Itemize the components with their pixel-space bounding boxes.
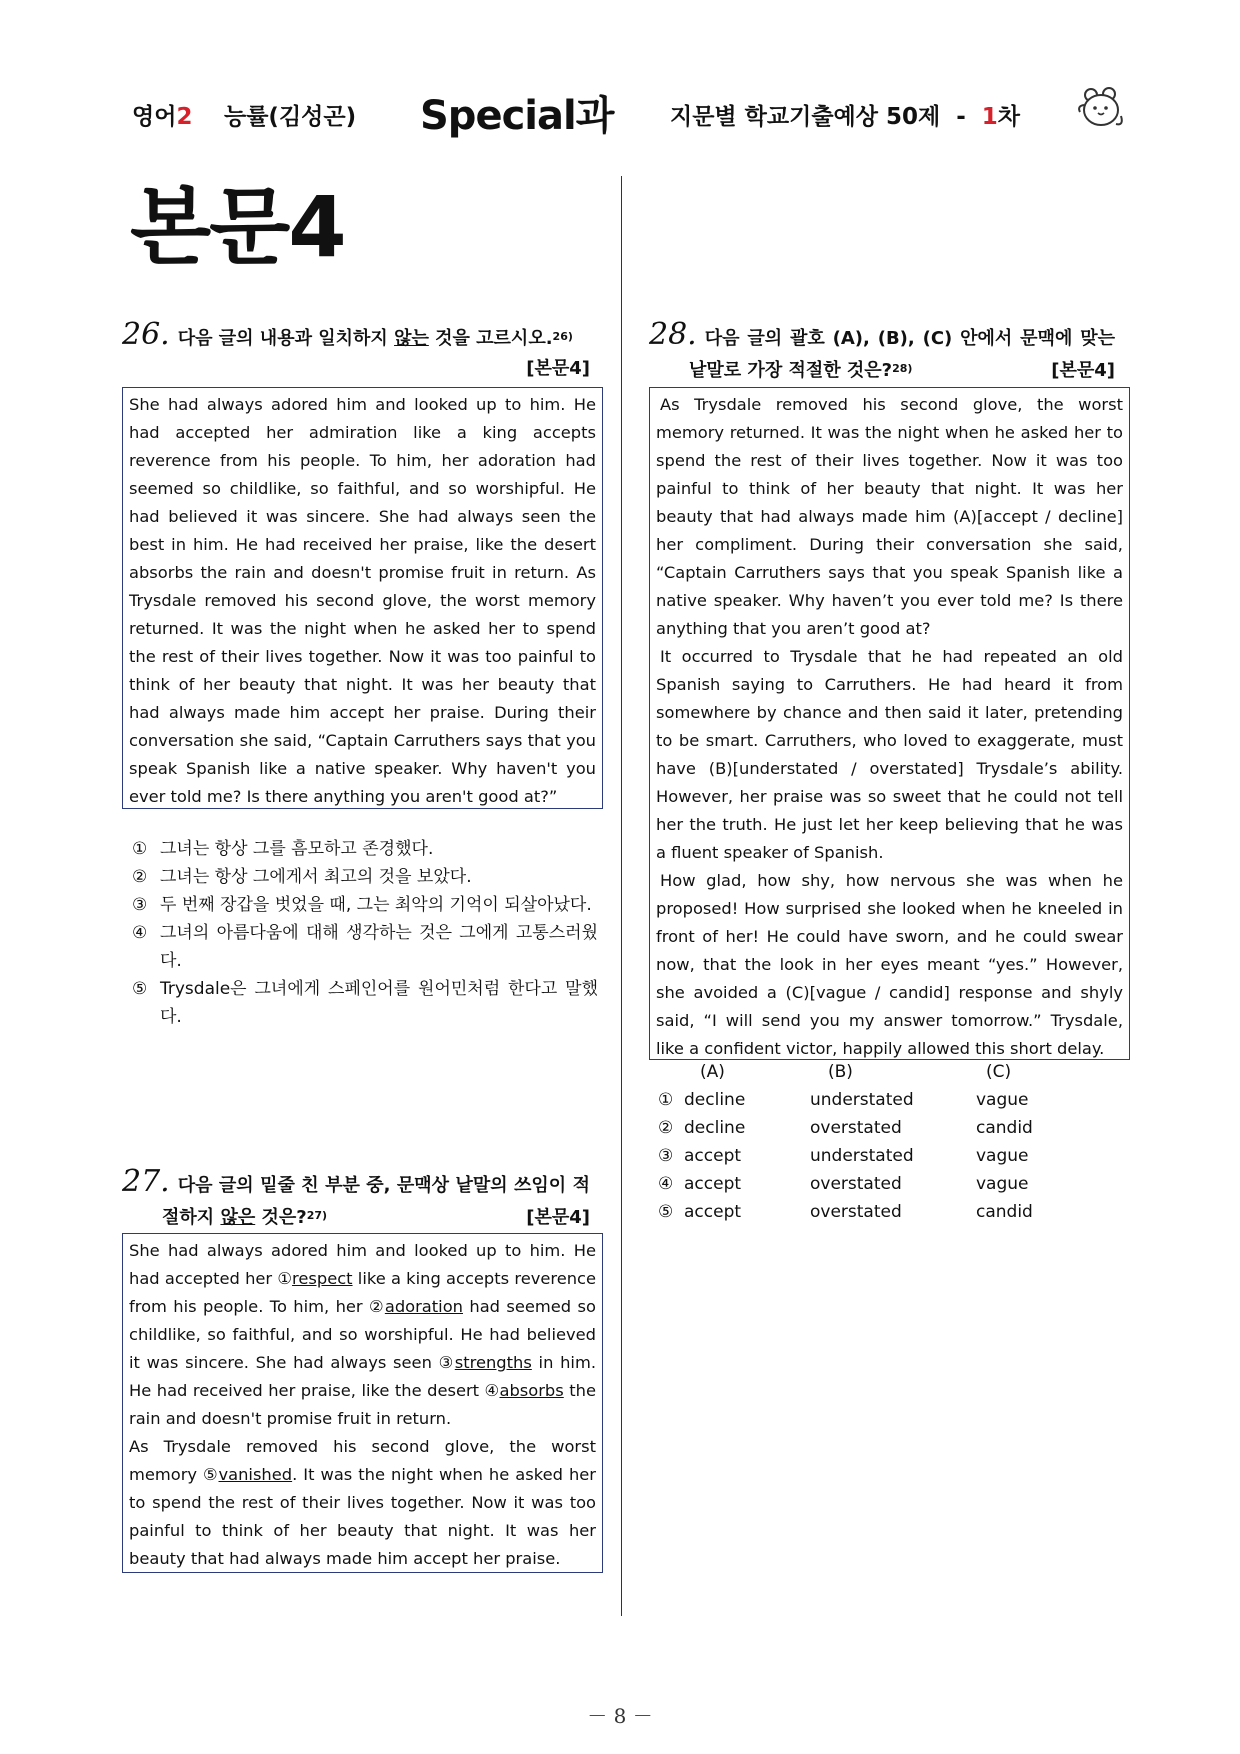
q28-header: 28. 다음 글의 괄호 (A), (B), (C) 안에서 문맥에 맞는 낱말로 가장 적절한 것은?$^{28)}$ [본문4] <box>649 320 1115 386</box>
q26-header: 26. 다음 글의 내용과 일치하지 않는 것을 고르시오.$^{26)}$ [본문4] <box>122 320 590 384</box>
header-grade: 2 <box>176 104 193 130</box>
q26-option-5[interactable]: ⑤ Trysdale은 그녀에게 스페인어를 원어민처럼 한다고 말했다. <box>132 979 598 1027</box>
q28-option-2[interactable]: ② decline overstated candid <box>658 1118 1033 1138</box>
q27-underline-4: absorbs <box>499 1381 564 1400</box>
q28-paragraph-2: It occurred to Trysdale that he had repeated an old Spanish saying to Carruthers. He had heard it from somewhere by chance and then said it later, pretending to be smart. Carruthers, who loved to exaggerate, must have (B)[understated / overstated] Trysdale’s ability. However, her praise was so sweet that he could not tell her the truth. He just let her keep believing that he was a fluent speaker of Spanish. <box>656 647 1123 862</box>
header-series: 지문별 학교기출예상 50제 - 1차 <box>670 104 1021 130</box>
q26-number: 26. <box>122 317 170 352</box>
q26-option-1[interactable]: ① 그녀는 항상 그를 흠모하고 존경했다. <box>132 839 434 859</box>
column-divider <box>621 176 622 1616</box>
section-title: 본문4 <box>130 178 345 276</box>
q26-option-2[interactable]: ② 그녀는 항상 그에게서 최고의 것을 보았다. <box>132 867 472 887</box>
q28-option-4[interactable]: ④ accept overstated vague <box>658 1174 1029 1194</box>
q26-tag: [본문4] <box>526 358 590 379</box>
q27-tag: [본문4] <box>526 1207 590 1228</box>
q28-options <box>658 1058 1118 1226</box>
q27-paragraph-2: As Trysdale removed his second glove, the worst memory ⑤vanished. It was the night when he asked her to spend the rest of their lives together. Now it was too painful to think of her beauty that night. It was her beauty that had always made him accept her praise. <box>129 1437 596 1568</box>
q26-option-3[interactable]: ③ 두 번째 장갑을 벗었을 때, 그는 최악의 기억이 되살아났다. <box>132 895 592 915</box>
q28-passage <box>649 387 1130 1060</box>
bear-face-icon <box>1076 86 1126 134</box>
q26-passage: She had always adored him and looked up to him. He had accepted her admiration like a king accepts reverence from his people. To him, her adoration had seemed so childlike, so faithful, and so worshipful. He had believed it was sincere. She had always seen the best in him. He had received her praise, like the desert absorbs the rain and doesn't promise fruit in return. As Trysdale removed his second glove, the worst memory returned. It was the night when he asked her to spend the rest of their lives together. Now it was too painful to think of her beauty that night. It was her beauty that had always made him accept her praise. During their conversation she said, “Captain Carruthers says that you speak Spanish like a native speaker. Why haven't you ever told me? Is there anything you aren't good at?” <box>122 387 603 809</box>
page-number: － 8 － <box>587 1704 653 1728</box>
q27-header: 27. 다음 글의 밑줄 친 부분 중, 문맥상 낱말의 쓰임이 적절하지 않은 것은?$^{27)}$ [본문4] <box>122 1167 590 1233</box>
q26-option-4[interactable]: ④ 그녀의 아름다움에 대해 생각하는 것은 그에게 고통스러웠다. <box>132 923 598 971</box>
q27-number: 27. <box>122 1164 170 1199</box>
q28-option-3[interactable]: ③ accept understated vague <box>658 1146 1029 1166</box>
q28-paragraph-3: How glad, how shy, how nervous she was when he proposed! How surprised she looked when he kneeled in front of her! He could have sworn, and he could swear now, that the look in her eyes meant “yes.” However, she avoided a (C)[vague / candid] response and shyly said, “I will send you my answer tomorrow.” Trysdale, like a confident victor, happily allowed this short delay. <box>656 871 1123 1058</box>
header-subject: 영어2 <box>132 104 193 130</box>
q28-option-1[interactable]: ① decline understated vague <box>658 1090 1029 1110</box>
q27-underline-2: adoration <box>384 1297 463 1316</box>
q27-underline-5: vanished <box>218 1465 293 1484</box>
q26-options <box>132 835 598 1031</box>
q27-underline-3: strengths <box>454 1353 532 1372</box>
q28-tag: [본문4] <box>1051 360 1115 381</box>
q28-paragraph-1: As Trysdale removed his second glove, the worst memory returned. It was the night when he asked her to spend the rest of their lives together. Now it was too painful to think of her beauty that night. It was her beauty that had always made him (A)[accept / decline] her compliment. During their conversation she said, “Captain Carruthers says that you speak Spanish like a native speaker. Why haven’t you ever told me? Is there anything that you aren’t good at? <box>656 395 1123 638</box>
q28-column-headers: (A) (B) (C) <box>700 1062 1012 1082</box>
header-publisher: 능률(김성곤) <box>224 104 357 130</box>
q28-option-5[interactable]: ⑤ accept overstated candid <box>658 1202 1033 1222</box>
q27-passage <box>122 1233 603 1573</box>
q28-number: 28. <box>649 317 697 352</box>
q27-underline-1: respect <box>292 1269 353 1288</box>
q27-paragraph-1: She had always adored him and looked up to him. He had accepted her ①respect like a king accepts reverence from his people. To him, her ②adoration had seemed so childlike, so faithful, and so worshipful. He had believed it was sincere. She had always seen ③strengths in him. He had received her praise, like the desert ④absorbs the rain and doesn't promise fruit in return. <box>129 1241 596 1428</box>
brand-logo: Special과 <box>420 93 614 139</box>
